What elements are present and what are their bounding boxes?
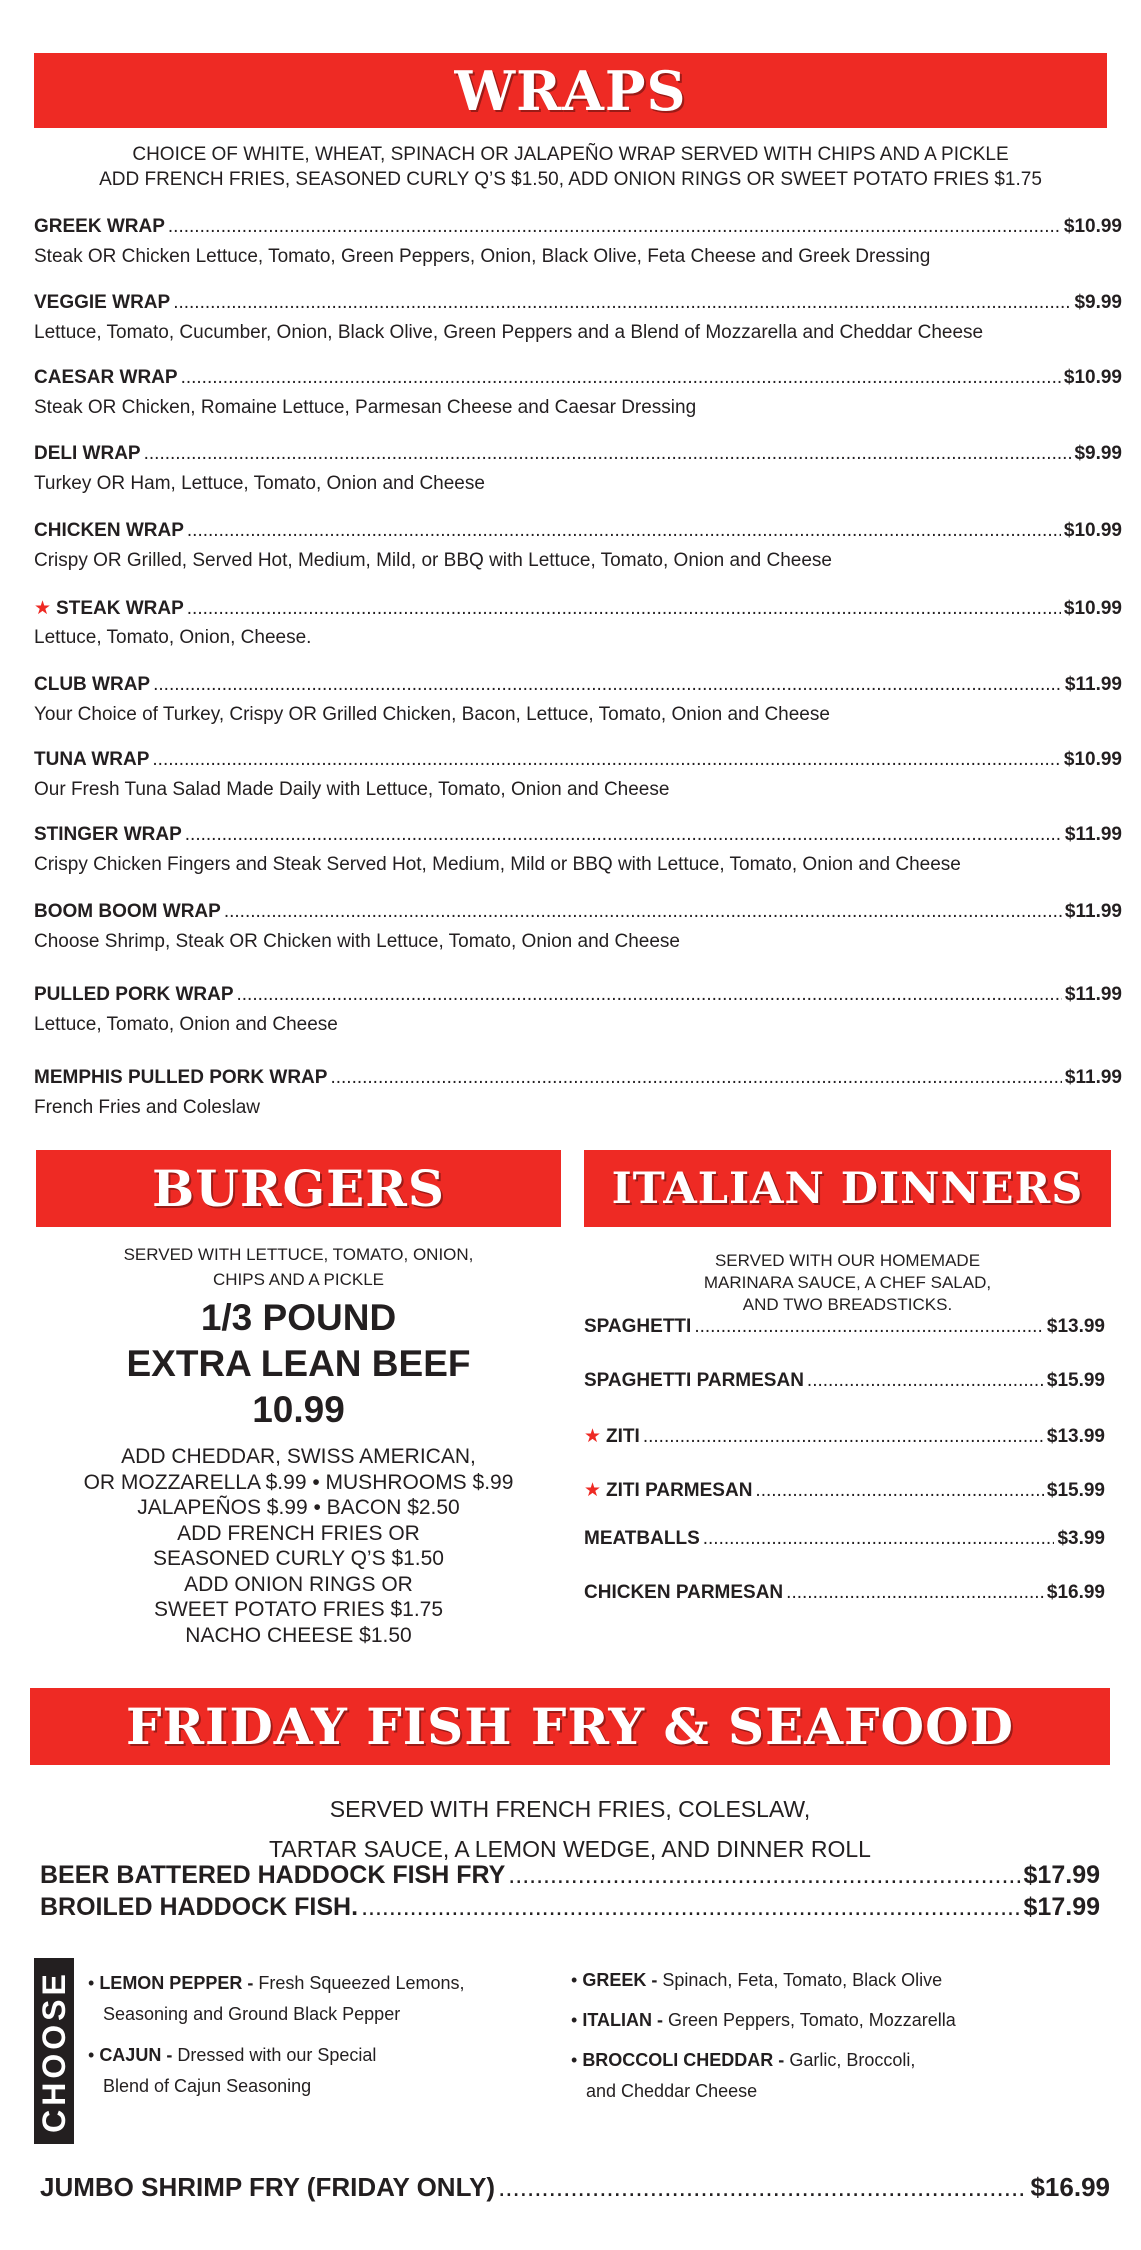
star-icon: ★ [34, 598, 52, 619]
italian-item-name: ZITI PARMESAN [606, 1480, 753, 1501]
italian-item-price: $3.99 [1057, 1528, 1105, 1549]
italian-title: ITALIAN DINNERS [611, 1163, 1084, 1214]
dot-leader [643, 1426, 1044, 1448]
dot-leader [703, 1528, 1055, 1550]
burgers-note-line-1: SERVED WITH LETTUCE, TOMATO, ONION, [123, 1245, 474, 1264]
wrap-item-name: STINGER WRAP [34, 824, 182, 845]
wraps-banner [34, 53, 1107, 128]
shrimp-item-line [40, 2172, 1110, 2203]
italian-item-name: ZITI [606, 1426, 640, 1447]
wraps-note-line-1: CHOICE OF WHITE, WHEAT, SPINACH OR JALAPEÑO WRAP SERVED WITH CHIPS AND A PICKLE [132, 144, 1009, 165]
wrap-item-name-line [34, 520, 1122, 542]
star-icon: ★ [584, 1426, 602, 1447]
seafood-option-desc-line-2: and Cheddar Cheese [586, 2081, 758, 2101]
wrap-item-name-line [34, 674, 1122, 696]
burgers-addon-line: JALAPEÑOS $.99 • BACON $2.50 [137, 1496, 460, 1519]
dot-leader [152, 749, 1060, 771]
seafood-option-desc: Spinach, Feta, Tomato, Black Olive [662, 1970, 943, 1990]
wrap-item-price: $11.99 [1064, 984, 1122, 1005]
seafood-banner [30, 1688, 1110, 1765]
seafood-item-price: $17.99 [1023, 1893, 1100, 1921]
italian-banner [584, 1150, 1111, 1227]
seafood-option-name: CAJUN - [99, 2045, 173, 2065]
italian-item-price: $15.99 [1046, 1370, 1105, 1391]
italian-item-price: $16.99 [1046, 1582, 1105, 1603]
seafood-note-line-2: TARTAR SAUCE, A LEMON WEDGE, AND DINNER ROLL [269, 1836, 871, 1862]
burgers-headline [36, 1295, 561, 1433]
wrap-item-name-line [34, 292, 1122, 314]
wrap-item-desc: Steak OR Chicken, Romaine Lettuce, Parmesan Cheese and Caesar Dressing [34, 397, 697, 418]
wrap-item-name-line [34, 984, 1122, 1006]
italian-item-line [584, 1370, 1105, 1392]
burgers-title: BURGERS [152, 1159, 445, 1218]
dot-leader [187, 520, 1061, 542]
italian-item-price: $13.99 [1046, 1316, 1105, 1337]
dot-leader [786, 1582, 1044, 1604]
dot-leader [361, 1893, 1020, 1922]
wrap-item-desc: Steak OR Chicken Lettuce, Tomato, Green Peppers, Onion, Black Olive, Feta Cheese and Greek Dressing [34, 246, 931, 267]
dot-leader [153, 674, 1062, 696]
burgers-addons [36, 1444, 561, 1648]
seafood-item-line [40, 1861, 1100, 1890]
italian-item-name: SPAGHETTI PARMESAN [584, 1370, 804, 1391]
seafood-item-name: BEER BATTERED HADDOCK FISH FRY [40, 1861, 506, 1889]
wrap-item-name: PULLED PORK WRAP [34, 984, 234, 1005]
dot-leader [185, 824, 1062, 846]
italian-item-price: $15.99 [1046, 1480, 1105, 1501]
seafood-option: • BROCCOLI CHEDDAR - Garlic, Broccoli, and Cheddar Cheese [571, 2045, 915, 2107]
wrap-item-price: $10.99 [1063, 367, 1122, 388]
burgers-addon-line: NACHO CHEESE $1.50 [185, 1623, 412, 1647]
star-icon: ★ [584, 1480, 602, 1501]
dot-leader [508, 1861, 1020, 1890]
wrap-item-price: $9.99 [1074, 292, 1122, 313]
wrap-item-name: CLUB WRAP [34, 674, 151, 695]
burgers-addon-line: SWEET POTATO FRIES $1.75 [153, 1598, 444, 1621]
burgers-addon-line: OR MOZZARELLA $.99 • MUSHROOMS $.99 [83, 1470, 514, 1494]
dot-leader [694, 1316, 1044, 1338]
wrap-item-desc: Lettuce, Tomato, Cucumber, Onion, Black Olive, Green Peppers and a Blend of Mozzarella and Cheddar Cheese [34, 322, 984, 343]
wrap-item-name: VEGGIE WRAP [34, 292, 171, 313]
wrap-item-name-line [34, 597, 1122, 620]
wrap-item-desc: Lettuce, Tomato, Onion, Cheese. [34, 627, 312, 648]
seafood-title: FRIDAY FISH FRY & SEAFOOD [126, 1697, 1014, 1756]
wrap-item-name-line [34, 216, 1122, 238]
seafood-option: • GREEK - Spinach, Feta, Tomato, Black Olive [571, 1970, 943, 1990]
wrap-item-price: $11.99 [1064, 901, 1122, 922]
burgers-headline-line-2: EXTRA LEAN BEEF [126, 1343, 471, 1384]
italian-item-line [584, 1582, 1105, 1604]
wraps-note-line-2: ADD FRENCH FRIES, SEASONED CURLY Q’S $1.50, ADD ONION RINGS OR SWEET POTATO FRIES $1.75 [99, 169, 1042, 191]
dot-leader [498, 2172, 1027, 2203]
wrap-item-desc: Choose Shrimp, Steak OR Chicken with Lettuce, Tomato, Onion and Cheese [34, 931, 680, 952]
wrap-item-price: $10.99 [1063, 520, 1122, 541]
italian-note-line-2: MARINARA SAUCE, A CHEF SALAD, [703, 1273, 992, 1292]
italian-item-line [584, 1316, 1105, 1338]
dot-leader [237, 984, 1062, 1006]
wrap-item-name: TUNA WRAP [34, 749, 150, 770]
seafood-note-line-1: SERVED WITH FRENCH FRIES, COLESLAW, [329, 1796, 811, 1822]
shrimp-item-name: JUMBO SHRIMP FRY (FRIDAY ONLY) [40, 2172, 496, 2202]
dot-leader [330, 1067, 1061, 1089]
wrap-item-desc: Our Fresh Tuna Salad Made Daily with Lettuce, Tomato, Onion and Cheese [34, 779, 670, 800]
wrap-item-price: $10.99 [1063, 216, 1122, 237]
seafood-option: • LEMON PEPPER - Fresh Squeezed Lemons, Seasoning and Ground Black Pepper [88, 1968, 464, 2030]
dot-leader [755, 1480, 1043, 1502]
wrap-item-desc: Lettuce, Tomato, Onion and Cheese [34, 1014, 338, 1035]
wrap-item-name-line [34, 901, 1122, 923]
seafood-item-name: BROILED HADDOCK FISH. [40, 1893, 359, 1921]
wrap-item-name: MEMPHIS PULLED PORK WRAP [34, 1067, 328, 1088]
seafood-option-desc: Garlic, Broccoli, [789, 2050, 916, 2070]
italian-item-line [584, 1425, 1105, 1448]
wraps-note [34, 142, 1107, 193]
shrimp-item-price: $16.99 [1030, 2172, 1110, 2202]
wrap-item-name: CAESAR WRAP [34, 367, 178, 388]
wrap-item-name-line [34, 443, 1122, 465]
italian-item-name: MEATBALLS [584, 1528, 700, 1549]
dot-leader [181, 367, 1061, 389]
wrap-item-price: $11.99 [1064, 824, 1122, 845]
seafood-option-desc: Dressed with our Special [177, 2045, 377, 2065]
dot-leader [173, 292, 1071, 314]
wrap-item-price: $10.99 [1063, 749, 1122, 770]
wrap-item-name-line [34, 367, 1122, 389]
dot-leader [168, 216, 1061, 238]
wrap-item-price: $11.99 [1064, 674, 1122, 695]
burgers-price: 10.99 [252, 1389, 345, 1430]
italian-item-line [584, 1528, 1105, 1550]
burgers-addon-line: ADD FRENCH FRIES OR [177, 1521, 420, 1545]
burgers-banner [36, 1150, 561, 1227]
wrap-item-desc: Crispy OR Grilled, Served Hot, Medium, Mild, or BBQ with Lettuce, Tomato, Onion and Cheese [34, 550, 832, 571]
dot-leader [187, 598, 1061, 620]
wrap-item-name: BOOM BOOM WRAP [34, 901, 221, 922]
burgers-note-line-2: CHIPS AND A PICKLE [212, 1270, 384, 1289]
seafood-note [30, 1786, 1110, 1872]
seafood-option-name: BROCCOLI CHEDDAR - [582, 2050, 785, 2070]
choose-label-box [34, 1958, 74, 2144]
wrap-item-name-line [34, 749, 1122, 771]
burgers-addon-line: ADD CHEDDAR, SWISS AMERICAN, [121, 1445, 476, 1468]
italian-note-line-3: AND TWO BREADSTICKS. [742, 1295, 953, 1314]
seafood-item-line [40, 1893, 1100, 1922]
burgers-headline-line-1: 1/3 POUND [200, 1297, 397, 1338]
wrap-item-name: CHICKEN WRAP [34, 520, 184, 541]
italian-item-line [584, 1479, 1105, 1502]
wrap-item-price: $10.99 [1063, 598, 1122, 619]
wrap-item-name: GREEK WRAP [34, 216, 165, 237]
seafood-option: • CAJUN - Dressed with our Special Blend of Cajun Seasoning [88, 2040, 376, 2102]
choose-label: CHOOSE [35, 1969, 72, 2133]
seafood-option-desc: Green Peppers, Tomato, Mozzarella [667, 2010, 956, 2030]
seafood-option-name: ITALIAN - [582, 2010, 663, 2030]
italian-item-price: $13.99 [1046, 1426, 1105, 1447]
dot-leader [224, 901, 1062, 923]
italian-note-line-1: SERVED WITH OUR HOMEMADE [714, 1251, 981, 1270]
seafood-option-desc-line-2: Blend of Cajun Seasoning [103, 2076, 312, 2096]
seafood-option-name: LEMON PEPPER - [99, 1973, 254, 1993]
wrap-item-price: $9.99 [1074, 443, 1122, 464]
wrap-item-name-line [34, 1067, 1122, 1089]
burgers-note [36, 1242, 561, 1292]
wrap-item-desc: French Fries and Coleslaw [34, 1097, 260, 1118]
wrap-item-desc: Turkey OR Ham, Lettuce, Tomato, Onion and Cheese [34, 473, 485, 494]
burgers-addon-line: SEASONED CURLY Q’S $1.50 [152, 1547, 444, 1570]
wrap-item-desc: Crispy Chicken Fingers and Steak Served Hot, Medium, Mild or BBQ with Lettuce, Tomato, Onion and Cheese [34, 854, 961, 875]
wrap-item-name: STEAK WRAP [56, 598, 184, 619]
dot-leader [144, 443, 1072, 465]
wrap-item-name: DELI WRAP [34, 443, 141, 464]
wrap-item-price: $11.99 [1064, 1067, 1122, 1088]
burgers-addon-line: ADD ONION RINGS OR [184, 1572, 413, 1596]
dot-leader [807, 1370, 1044, 1392]
seafood-option-desc-line-2: Seasoning and Ground Black Pepper [103, 2004, 401, 2024]
italian-item-name: CHICKEN PARMESAN [584, 1582, 784, 1603]
seafood-option-desc: Fresh Squeezed Lemons, [258, 1973, 465, 1993]
seafood-option-name: GREEK - [582, 1970, 658, 1990]
wrap-item-desc: Your Choice of Turkey, Crispy OR Grilled Chicken, Bacon, Lettuce, Tomato, Onion and Cheese [34, 704, 830, 725]
seafood-item-price: $17.99 [1023, 1861, 1100, 1889]
seafood-option: • ITALIAN - Green Peppers, Tomato, Mozzarella [571, 2010, 956, 2030]
wraps-title: WRAPS [454, 58, 687, 123]
wrap-item-name-line [34, 824, 1122, 846]
italian-item-name: SPAGHETTI [584, 1316, 692, 1337]
italian-note [584, 1250, 1111, 1316]
